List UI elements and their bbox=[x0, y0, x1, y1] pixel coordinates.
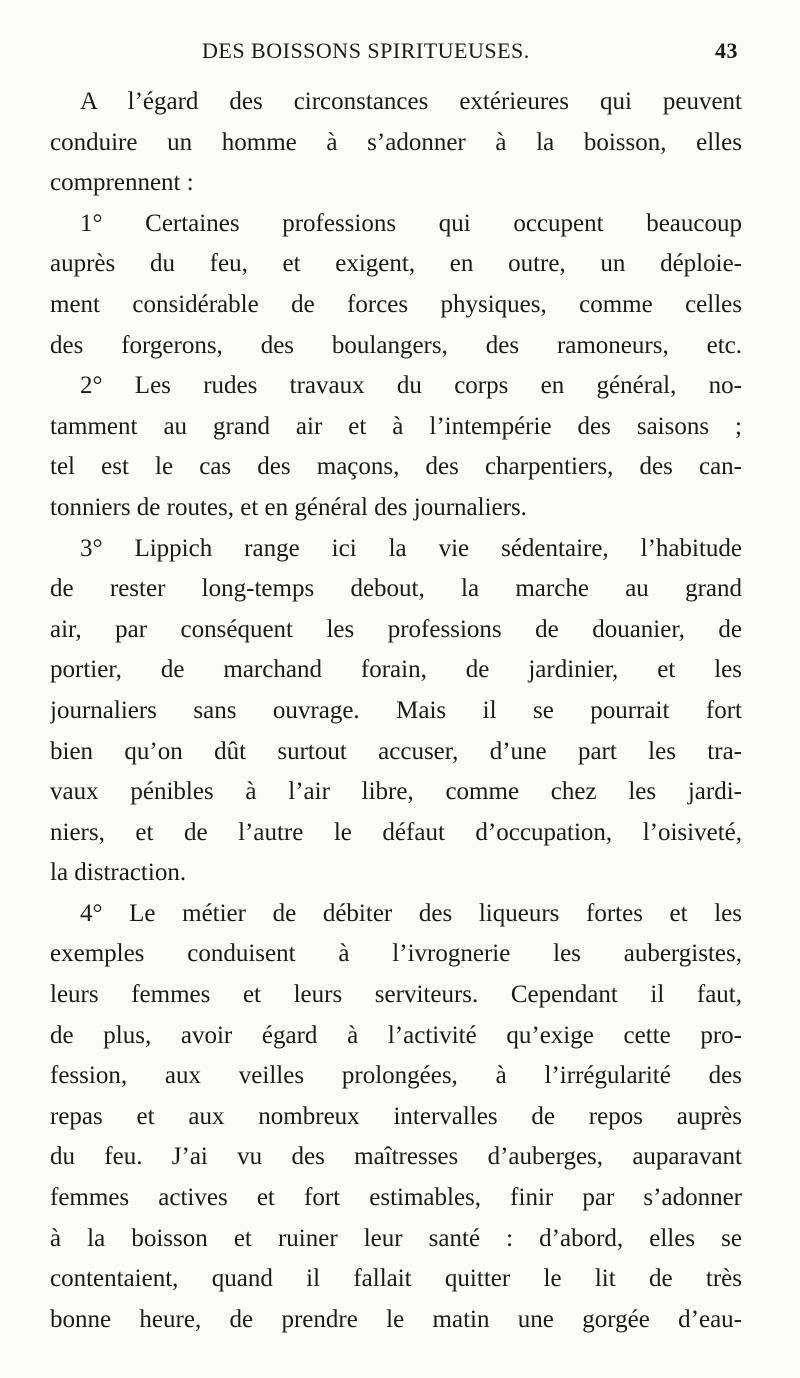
text-line: niers, et de l’autre le défaut d’occupation, l’oisiveté, bbox=[50, 818, 742, 846]
text-line: 2° Les rudes travaux du corps en général, no- bbox=[80, 372, 742, 400]
text-line: repas et aux nombreux intervalles de repos auprès bbox=[50, 1102, 742, 1130]
text-line: fession, aux veilles prolongées, à l’irrégularité des bbox=[50, 1062, 742, 1090]
text-line: tonniers de routes, et en général des journaliers. bbox=[50, 493, 527, 521]
page-number: 43 bbox=[715, 38, 738, 63]
text-line: tel est le cas des maçons, des charpentiers, des can- bbox=[50, 453, 742, 481]
text-line: ment considérable de forces physiques, comme celles bbox=[50, 290, 742, 318]
text-line: femmes actives et fort estimables, finir par s’adonner bbox=[50, 1184, 742, 1212]
text-line: bonne heure, de prendre le matin une gorgée d’eau- bbox=[50, 1305, 742, 1333]
text-line: air, par conséquent les professions de douanier, de bbox=[50, 615, 742, 643]
text-line: la distraction. bbox=[50, 859, 187, 887]
text-line: leurs femmes et leurs serviteurs. Cependant il faut, bbox=[50, 981, 742, 1009]
text-line: 4° Le métier de débiter des liqueurs fortes et les bbox=[80, 899, 742, 927]
text-line: vaux pénibles à l’air libre, comme chez les jardi- bbox=[50, 778, 742, 806]
text-line: auprès du feu, et exigent, en outre, un déploie- bbox=[50, 250, 742, 278]
text-line: comprennent : bbox=[50, 169, 194, 197]
text-line: contentaient, quand il fallait quitter le lit de très bbox=[50, 1265, 742, 1293]
text-line: de plus, avoir égard à l’activité qu’exige cette pro- bbox=[50, 1021, 742, 1049]
text-line: bien qu’on dût surtout accuser, d’une part les tra- bbox=[50, 737, 742, 765]
text-line: de rester long-temps debout, la marche au grand bbox=[50, 575, 742, 603]
text-line: à la boisson et ruiner leur santé : d’abord, elles se bbox=[50, 1224, 742, 1252]
text-line: journaliers sans ouvrage. Mais il se pourrait fort bbox=[50, 696, 742, 724]
text-line: exemples conduisent à l’ivrognerie les aubergistes, bbox=[50, 940, 742, 968]
text-line: tamment au grand air et à l’intempérie des saisons ; bbox=[50, 412, 742, 440]
text-line: A l’égard des circonstances extérieures qui peuvent bbox=[80, 88, 742, 115]
page-header bbox=[48, 38, 738, 78]
text-line: 3° Lippich range ici la vie sédentaire, l’habitude bbox=[80, 534, 742, 562]
text-line: 1° Certaines professions qui occupent beaucoup bbox=[80, 209, 742, 237]
text-line: du feu. J’ai vu des maîtresses d’auberges, auparavant bbox=[50, 1143, 742, 1171]
body-text bbox=[50, 82, 742, 1340]
running-title: DES BOISSONS SPIRITUEUSES. bbox=[202, 38, 530, 63]
text-line: portier, de marchand forain, de jardinier, et les bbox=[50, 656, 742, 684]
text-line: conduire un homme à s’adonner à la boisson, elles bbox=[50, 128, 742, 156]
text-line: des forgerons, des boulangers, des ramoneurs, etc. bbox=[50, 331, 742, 359]
